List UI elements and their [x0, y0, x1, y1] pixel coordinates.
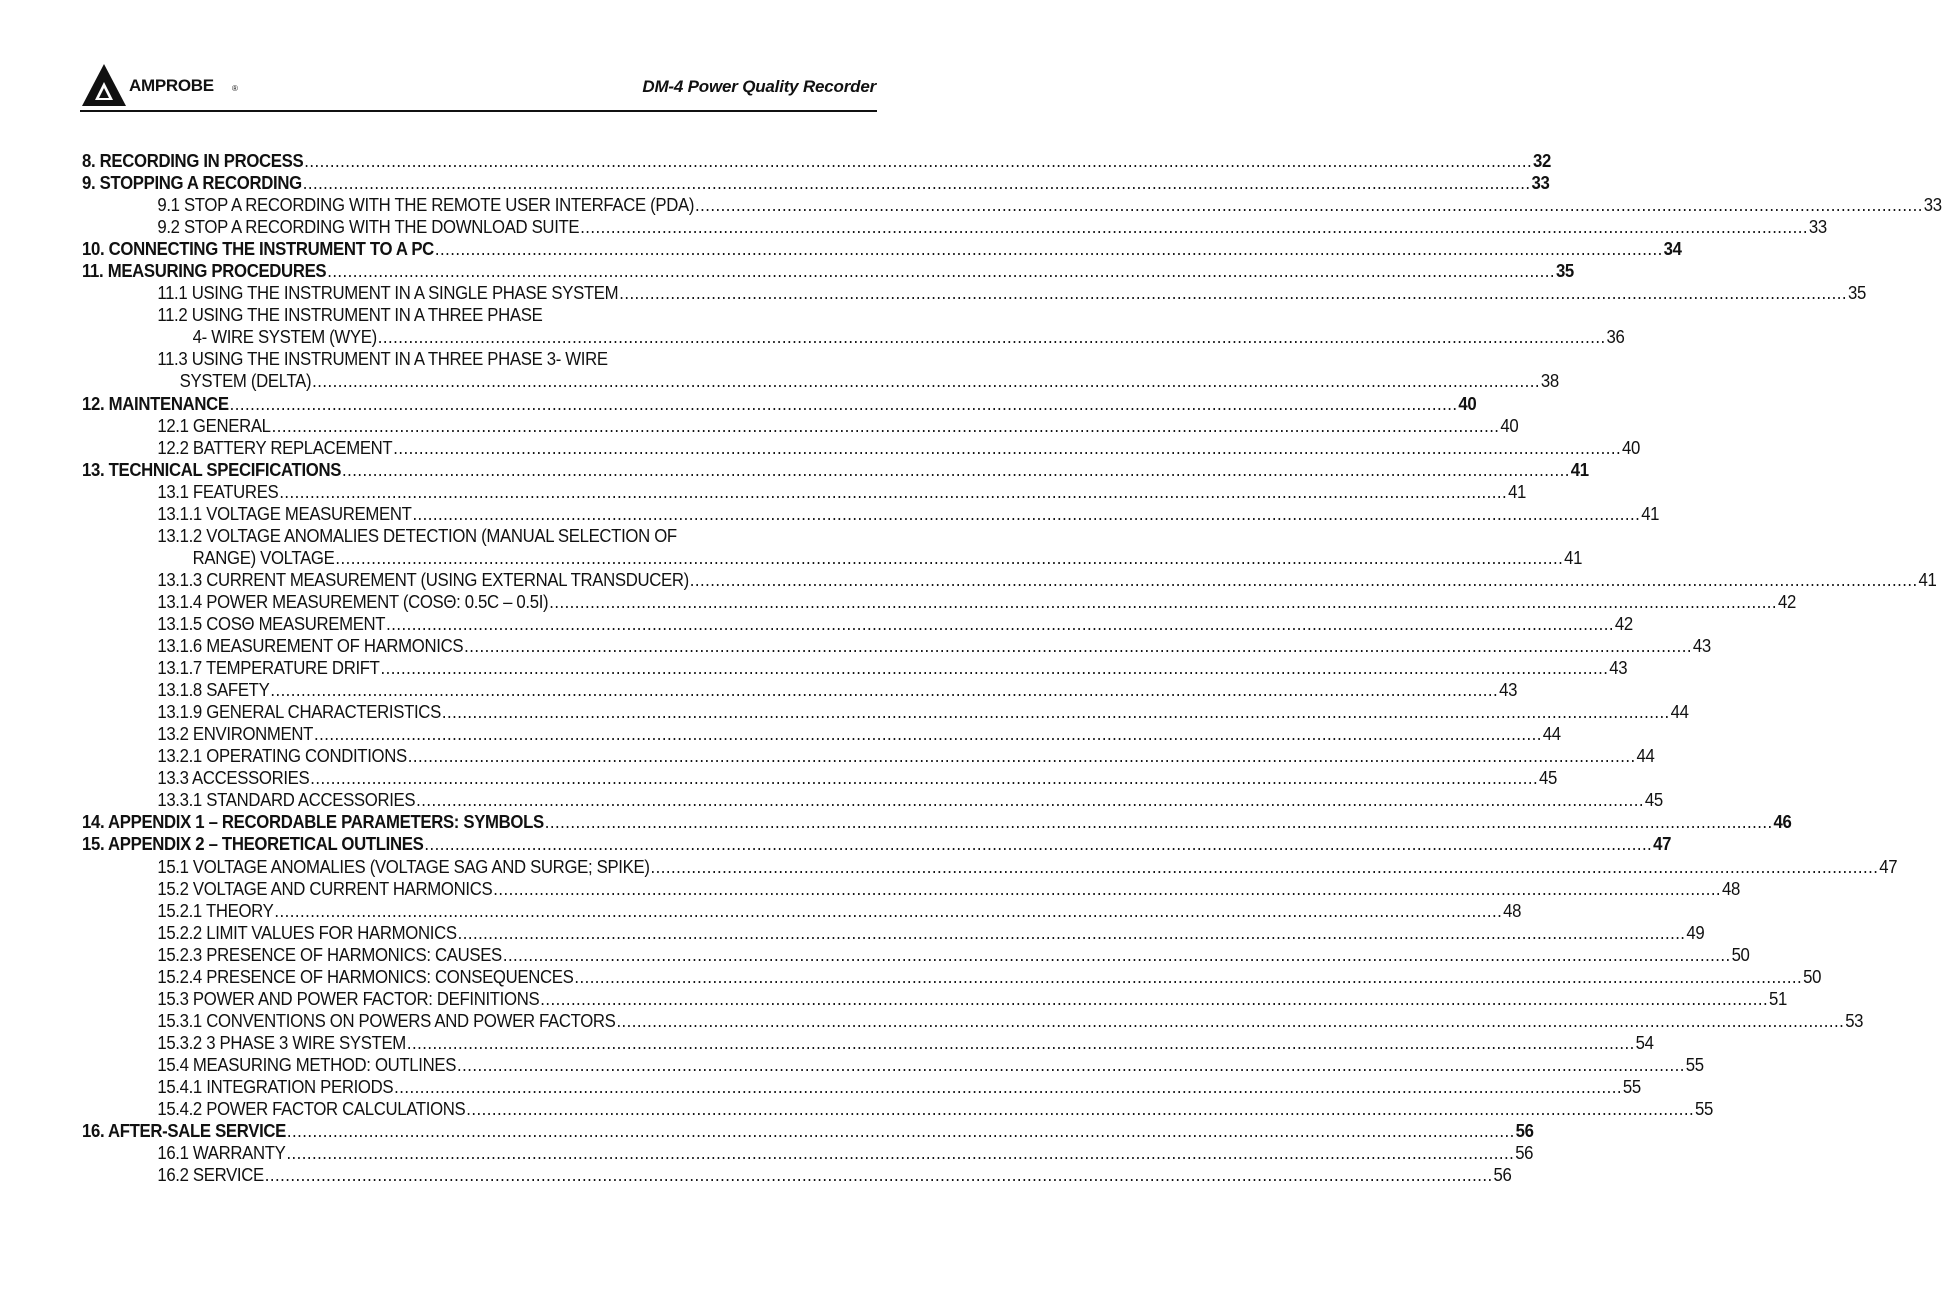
toc-entry-title: 13.1.4 POWER MEASUREMENT (COSΘ: 0.5C – 0.5I)	[157, 591, 549, 612]
toc-entry[interactable]	[82, 988, 1787, 1010]
toc-entry-title: 13.1.8 SAFETY	[157, 680, 270, 701]
toc-entry[interactable]	[82, 657, 1628, 679]
toc-entry[interactable]	[82, 437, 1640, 459]
toc-page-number: 47	[1879, 856, 1898, 877]
toc-page-number: 40	[1458, 393, 1477, 414]
toc-dot-leader	[580, 216, 1808, 238]
toc-page-number: 48	[1503, 900, 1522, 921]
toc-page-number: 55	[1685, 1054, 1704, 1075]
toc-entry-title: 15.2.1 THEORY	[157, 900, 274, 921]
toc-entry[interactable]	[82, 1076, 1641, 1098]
toc-dot-leader	[408, 745, 1636, 767]
toc-page-number: 34	[1663, 239, 1682, 260]
toc-entry-title: 15.2.4 PRESENCE OF HARMONICS: CONSEQUENCES	[157, 966, 574, 987]
header-divider	[80, 110, 877, 112]
toc-dot-leader	[574, 966, 1802, 988]
toc-page-number: 41	[1918, 569, 1937, 590]
toc-entry[interactable]	[82, 944, 1750, 966]
toc-entry-title: 13.1.5 COSΘ MEASUREMENT	[157, 613, 386, 634]
toc-dot-leader	[312, 370, 1540, 392]
toc-page-number: 43	[1692, 636, 1711, 657]
toc-entry[interactable]	[82, 833, 1672, 855]
toc-page-number: 45	[1644, 790, 1663, 811]
toc-entry[interactable]	[82, 856, 1898, 878]
toc-page-number: 40	[1500, 415, 1519, 436]
toc-page-number: 38	[1540, 371, 1559, 392]
toc-dot-leader	[327, 260, 1555, 282]
toc-entry-title: 13. TECHNICAL SPECIFICATIONS	[82, 459, 342, 480]
toc-dot-leader	[335, 547, 1563, 569]
toc-entry-title: 13.1.1 VOLTAGE MEASUREMENT	[157, 503, 412, 524]
toc-entry[interactable]	[82, 922, 1705, 944]
toc-entry[interactable]	[82, 547, 1583, 569]
toc-dot-leader	[342, 459, 1570, 481]
toc-page-number: 55	[1622, 1076, 1641, 1097]
toc-entry[interactable]	[82, 481, 1527, 503]
toc-page-number: 56	[1515, 1143, 1534, 1164]
toc-entry-title: 16. AFTER-SALE SERVICE	[82, 1121, 287, 1142]
toc-dot-leader	[303, 172, 1531, 194]
toc-entry-title: 13.1.3 CURRENT MEASUREMENT (USING EXTERNAL TRANSDUCER)	[157, 569, 689, 590]
toc-entry-title: 13.2 ENVIRONMENT	[157, 724, 314, 745]
table-of-contents	[82, 150, 1942, 1186]
toc-dot-leader	[503, 944, 1731, 966]
toc-entry-title: 4- WIRE SYSTEM (WYE)	[192, 327, 377, 348]
toc-entry[interactable]	[82, 900, 1522, 922]
toc-entry[interactable]	[82, 635, 1711, 657]
toc-page-number: 50	[1803, 966, 1822, 987]
toc-dot-leader	[466, 1098, 1694, 1120]
toc-entry[interactable]	[82, 591, 1796, 613]
toc-page-number: 32	[1533, 151, 1551, 171]
toc-entry-title: 15.3.2 3 PHASE 3 WIRE SYSTEM	[157, 1032, 406, 1053]
toc-entry[interactable]	[82, 172, 1550, 194]
brand-name: AMPROBE	[129, 76, 214, 95]
toc-entry[interactable]	[82, 1120, 1534, 1142]
toc-entry-title: 15. APPENDIX 2 – THEORETICAL OUTLINES	[82, 834, 424, 855]
toc-page-number: 56	[1493, 1165, 1512, 1186]
toc-entry[interactable]	[82, 525, 947, 547]
toc-entry[interactable]	[82, 260, 1574, 282]
toc-entry-title: 8. RECORDING IN PROCESS	[82, 151, 304, 171]
toc-entry-title: 11.2 USING THE INSTRUMENT IN A THREE PHASE	[157, 305, 543, 326]
toc-entry-title: 13.1 FEATURES	[157, 481, 279, 502]
toc-entry[interactable]	[82, 613, 1633, 635]
toc-entry-title: 11.1 USING THE INSTRUMENT IN A SINGLE PHASE SYSTEM	[157, 283, 619, 304]
toc-dot-leader	[458, 922, 1686, 944]
toc-entry-title: 13.2.1 OPERATING CONDITIONS	[157, 746, 407, 767]
toc-page-number: 35	[1555, 261, 1574, 282]
logo-triangle-icon	[80, 62, 128, 108]
toc-dot-leader	[386, 613, 1614, 635]
toc-dot-leader	[616, 1010, 1844, 1032]
toc-dot-leader	[407, 1032, 1635, 1054]
toc-dot-leader	[457, 1054, 1685, 1076]
toc-dot-leader	[310, 767, 1538, 789]
toc-dot-leader	[545, 811, 1773, 833]
toc-entry[interactable]	[82, 878, 1740, 900]
toc-entry[interactable]	[82, 1032, 1654, 1054]
toc-entry-title: 16.1 WARRANTY	[157, 1143, 286, 1164]
toc-entry-title: 9.1 STOP A RECORDING WITH THE REMOTE USER INTERFACE (PDA)	[157, 195, 695, 216]
toc-dot-leader	[442, 701, 1670, 723]
toc-dot-leader	[286, 1142, 1514, 1164]
toc-page-number: 55	[1695, 1099, 1714, 1120]
toc-dot-leader	[304, 150, 1532, 172]
toc-entry-title: 13.1.7 TEMPERATURE DRIFT	[157, 658, 380, 679]
toc-entry-title: 10. CONNECTING THE INSTRUMENT TO A PC	[82, 239, 434, 260]
toc-dot-leader	[272, 415, 1500, 437]
toc-dot-leader	[424, 833, 1652, 855]
toc-dot-leader	[412, 503, 1640, 525]
toc-dot-leader	[314, 723, 1542, 745]
toc-entry[interactable]	[82, 966, 1822, 988]
toc-entry[interactable]	[82, 1010, 1864, 1032]
toc-entry-title: 14. APPENDIX 1 – RECORDABLE PARAMETERS: SYMBOLS	[82, 812, 544, 833]
toc-entry-title: 15.3.1 CONVENTIONS ON POWERS AND POWER FACTORS	[157, 1010, 616, 1031]
toc-entry-title: 12. MAINTENANCE	[82, 393, 229, 414]
toc-entry-title: 12.1 GENERAL	[157, 415, 271, 436]
toc-entry-title: 13.1.6 MEASUREMENT OF HARMONICS	[157, 636, 464, 657]
toc-dot-leader	[435, 238, 1663, 260]
toc-entry-title: 15.1 VOLTAGE ANOMALIES (VOLTAGE SAG AND SURGE; SPIKE)	[157, 856, 650, 877]
toc-page-number: 56	[1515, 1121, 1534, 1142]
toc-entry-title: 13.1.2 VOLTAGE ANOMALIES DETECTION (MANUAL SELECTION OF	[157, 525, 677, 546]
toc-dot-leader	[416, 789, 1644, 811]
toc-entry-title: 15.4.2 POWER FACTOR CALCULATIONS	[157, 1099, 466, 1120]
toc-entry-title: 9.2 STOP A RECORDING WITH THE DOWNLOAD SUITE	[157, 217, 580, 238]
toc-entry-title: 9. STOPPING A RECORDING	[82, 173, 302, 194]
toc-page-number: 53	[1845, 1010, 1864, 1031]
toc-page-number: 35	[1847, 283, 1866, 304]
toc-entry[interactable]	[82, 811, 1792, 833]
toc-entry-title: 11. MEASURING PROCEDURES	[82, 261, 327, 282]
toc-dot-leader	[464, 635, 1692, 657]
toc-dot-leader	[287, 1120, 1515, 1142]
toc-page-number: 45	[1539, 768, 1558, 789]
toc-page-number: 40	[1622, 437, 1640, 458]
toc-page-number: 41	[1564, 547, 1583, 568]
toc-entry[interactable]	[82, 393, 1477, 415]
toc-entry[interactable]	[82, 238, 1682, 260]
toc-page-number: 46	[1773, 812, 1792, 833]
toc-entry-title: 15.2 VOLTAGE AND CURRENT HARMONICS	[157, 878, 493, 899]
toc-entry-title: 12.2 BATTERY REPLACEMENT	[157, 437, 393, 458]
toc-page-number: 42	[1614, 613, 1633, 634]
toc-page-number: 44	[1542, 724, 1561, 745]
toc-page-number: 33	[1808, 217, 1827, 238]
toc-entry[interactable]	[82, 194, 1942, 216]
toc-entry[interactable]	[82, 745, 1655, 767]
toc-dot-leader	[381, 657, 1609, 679]
toc-page-number: 50	[1731, 944, 1750, 965]
toc-page-number: 51	[1768, 988, 1787, 1009]
toc-dot-leader	[690, 569, 1918, 591]
toc-page-number: 42	[1777, 591, 1796, 612]
toc-entry-title: 15.3 POWER AND POWER FACTOR: DEFINITIONS	[157, 988, 540, 1009]
toc-page-number: 33	[1923, 195, 1942, 216]
toc-page-number: 49	[1686, 922, 1705, 943]
toc-page-number: 47	[1653, 834, 1672, 855]
toc-entry[interactable]	[82, 767, 1558, 789]
toc-entry[interactable]	[82, 348, 947, 370]
toc-page-number: 43	[1609, 658, 1628, 679]
toc-page-number: 41	[1641, 503, 1660, 524]
toc-dot-leader	[279, 481, 1507, 503]
toc-dot-leader	[378, 326, 1606, 348]
toc-entry[interactable]	[82, 415, 1519, 437]
toc-entry-title: 13.3.1 STANDARD ACCESSORIES	[157, 790, 416, 811]
toc-entry[interactable]	[82, 679, 1518, 701]
toc-entry-title: 13.1.9 GENERAL CHARACTERISTICS	[157, 702, 441, 723]
toc-entry[interactable]	[82, 282, 1866, 304]
toc-entry[interactable]	[82, 1098, 1714, 1120]
toc-entry[interactable]	[82, 459, 1589, 481]
toc-entry[interactable]	[82, 150, 1551, 172]
page-header	[80, 60, 876, 112]
toc-entry-title: 11.3 USING THE INSTRUMENT IN A THREE PHASE 3- WIRE	[157, 349, 608, 370]
toc-dot-leader	[619, 282, 1847, 304]
toc-dot-leader	[695, 194, 1923, 216]
toc-dot-leader	[393, 437, 1621, 459]
toc-page-number: 44	[1636, 746, 1655, 767]
toc-entry[interactable]	[82, 1142, 1534, 1164]
toc-page-number: 41	[1570, 459, 1589, 480]
toc-entry[interactable]	[82, 304, 947, 326]
toc-dot-leader	[651, 856, 1879, 878]
toc-entry[interactable]	[82, 503, 1660, 525]
toc-entry-title: 13.3 ACCESSORIES	[157, 768, 310, 789]
toc-entry-title: 15.2.2 LIMIT VALUES FOR HARMONICS	[157, 922, 457, 943]
toc-dot-leader	[549, 591, 1777, 613]
toc-entry[interactable]	[82, 216, 1827, 238]
toc-entry-title: 15.2.3 PRESENCE OF HARMONICS: CAUSES	[157, 944, 502, 965]
toc-page-number: 48	[1721, 878, 1740, 899]
toc-entry[interactable]	[82, 701, 1689, 723]
toc-dot-leader	[540, 988, 1768, 1010]
toc-dot-leader	[394, 1076, 1622, 1098]
toc-dot-leader	[274, 900, 1502, 922]
toc-entry[interactable]	[82, 1054, 1704, 1076]
toc-entry-title: 15.4.1 INTEGRATION PERIODS	[157, 1076, 394, 1097]
toc-entry-title: 16.2 SERVICE	[157, 1165, 264, 1186]
toc-entry[interactable]	[82, 723, 1561, 745]
registered-mark: ®	[232, 84, 238, 93]
toc-page-number: 54	[1635, 1032, 1654, 1053]
toc-page-number: 33	[1531, 173, 1550, 194]
toc-dot-leader	[230, 393, 1458, 415]
toc-entry[interactable]	[82, 370, 1559, 392]
toc-entry[interactable]	[82, 569, 1937, 591]
toc-entry-title: SYSTEM (DELTA)	[179, 371, 312, 392]
toc-entry-title: 15.4 MEASURING METHOD: OUTLINES	[157, 1054, 457, 1075]
toc-page-number: 43	[1499, 680, 1518, 701]
toc-entry[interactable]	[82, 789, 1663, 811]
toc-dot-leader	[270, 679, 1498, 701]
toc-page-number: 36	[1606, 327, 1625, 348]
toc-page-number: 44	[1670, 702, 1689, 723]
toc-page-number: 41	[1508, 481, 1527, 502]
toc-dot-leader	[265, 1164, 1493, 1186]
toc-entry[interactable]	[82, 1164, 1512, 1186]
document-title: DM-4 Power Quality Recorder	[642, 77, 876, 96]
toc-entry[interactable]	[82, 326, 1625, 348]
toc-entry-title: RANGE) VOLTAGE	[192, 547, 335, 568]
toc-dot-leader	[493, 878, 1721, 900]
